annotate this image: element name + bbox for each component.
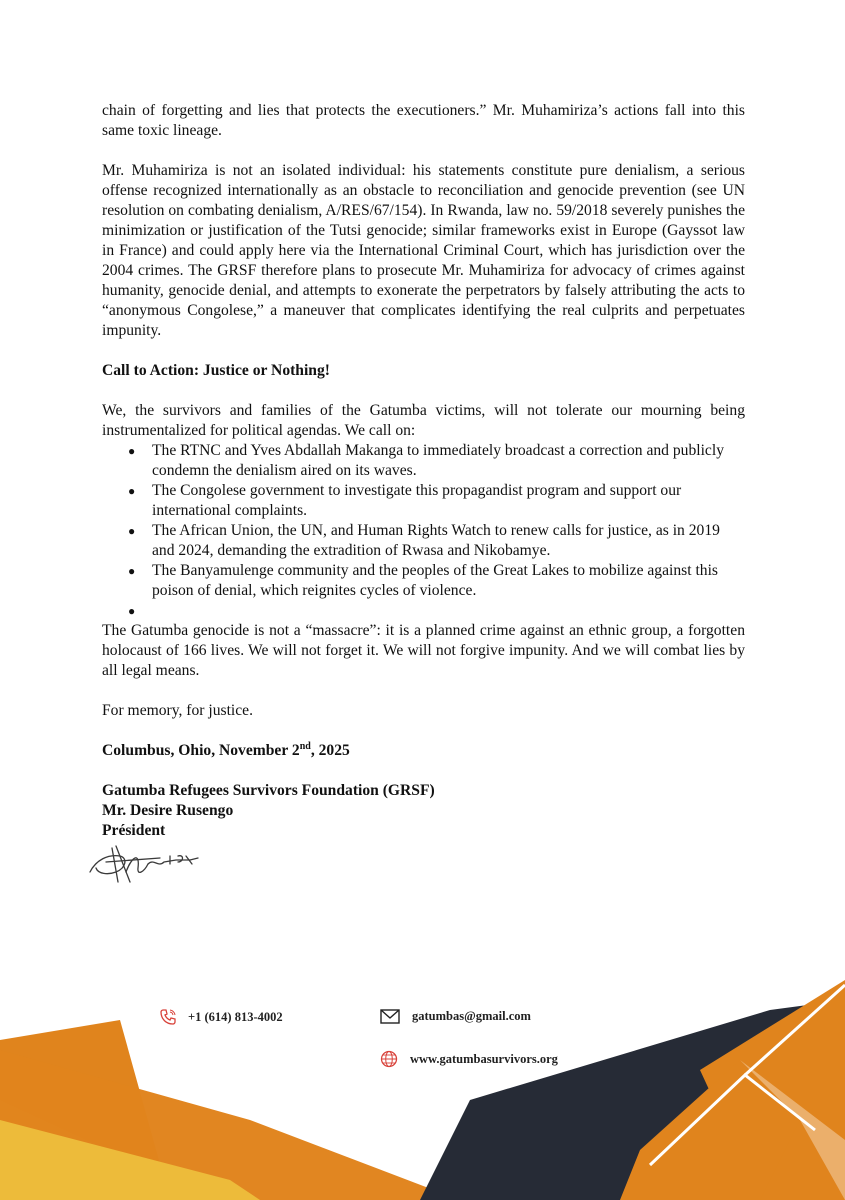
phone-icon bbox=[160, 1009, 176, 1025]
envelope-icon bbox=[380, 1009, 400, 1024]
email-address[interactable]: gatumbas@gmail.com bbox=[412, 1009, 531, 1023]
paragraph-denialism: Mr. Muhamiriza is not an isolated individual: his statements constitute pure denialism, a serious offense recognized internationally as an obstacle to reconciliation and genocide prevention (see UN resolution on combating denialism, A/RES/67/154). In Rwanda, law no. 59/2018 severely punishes the minimization or justification of the Tutsi genocide; similar frameworks exist in Europe (Gayssot law in France) and could apply here via the International Criminal Court, which has jurisdiction over the 2004 crimes. The GRSF therefore plans to prosecute Mr. Muhamiriza for advocacy of crimes against humanity, genocide denial, and attempts to exonerate the perpetrators by falsely attributing the acts to “anonymous Congolese,” a maneuver that complicates identifying the real culprits and perpetuates impunity. bbox=[102, 162, 745, 339]
letter-body bbox=[102, 101, 745, 841]
dateline-text: Columbus, Ohio, November 2 bbox=[102, 742, 300, 759]
dateline-suffix: nd bbox=[299, 740, 311, 752]
list-item: ● The RTNC and Yves Abdallah Makanga to immediately broadcast a correction and publicly condemn the denialism aired on its waves. bbox=[102, 441, 745, 481]
paragraph-continuation: chain of forgetting and lies that protects the executioners.” Mr. Muhamiriza’s actions fall into this same toxic lineage. bbox=[102, 102, 745, 139]
email-contact[interactable] bbox=[380, 1009, 531, 1024]
signatory-name: Mr. Desire Rusengo bbox=[102, 802, 234, 819]
website-link[interactable]: www.gatumbasurvivors.org bbox=[410, 1051, 558, 1066]
signatory-title: Président bbox=[102, 822, 166, 839]
call-to-action-heading: Call to Action: Justice or Nothing! bbox=[102, 362, 330, 379]
dateline-year: , 2025 bbox=[310, 742, 350, 759]
phone-number[interactable]: +1 (614) 813-4002 bbox=[188, 1009, 283, 1024]
memory-line: For memory, for justice. bbox=[102, 702, 253, 719]
globe-icon bbox=[380, 1050, 398, 1068]
phone-contact[interactable] bbox=[160, 1009, 283, 1025]
website-contact[interactable] bbox=[380, 1050, 558, 1068]
list-item: ● The African Union, the UN, and Human Rights Watch to renew calls for justice, as in 2019 and 2024, demanding the extradition of Rwasa and Nikobamye. bbox=[102, 521, 745, 561]
list-item-empty bbox=[102, 601, 745, 621]
list-item: ● The Banyamulenge community and the peoples of the Great Lakes to mobilize against this poison of denial, which reignites cycles of violence. bbox=[102, 561, 745, 601]
list-item: ● The Congolese government to investigate this propagandist program and support our international complaints. bbox=[102, 481, 745, 521]
call-list bbox=[102, 441, 745, 621]
signature-image bbox=[86, 838, 206, 886]
closing-paragraph: The Gatumba genocide is not a “massacre”: it is a planned crime against an ethnic group, a forgotten holocaust of 166 lives. We will not forget it. We will not forgive impunity. And we will combat lies by all legal means. bbox=[102, 622, 745, 679]
call-intro: We, the survivors and families of the Gatumba victims, will not tolerate our mourning being instrumentalized for political agendas. We call on: bbox=[102, 402, 745, 439]
dateline bbox=[102, 741, 745, 761]
signatory-org: Gatumba Refugees Survivors Foundation (GRSF) bbox=[102, 782, 435, 799]
